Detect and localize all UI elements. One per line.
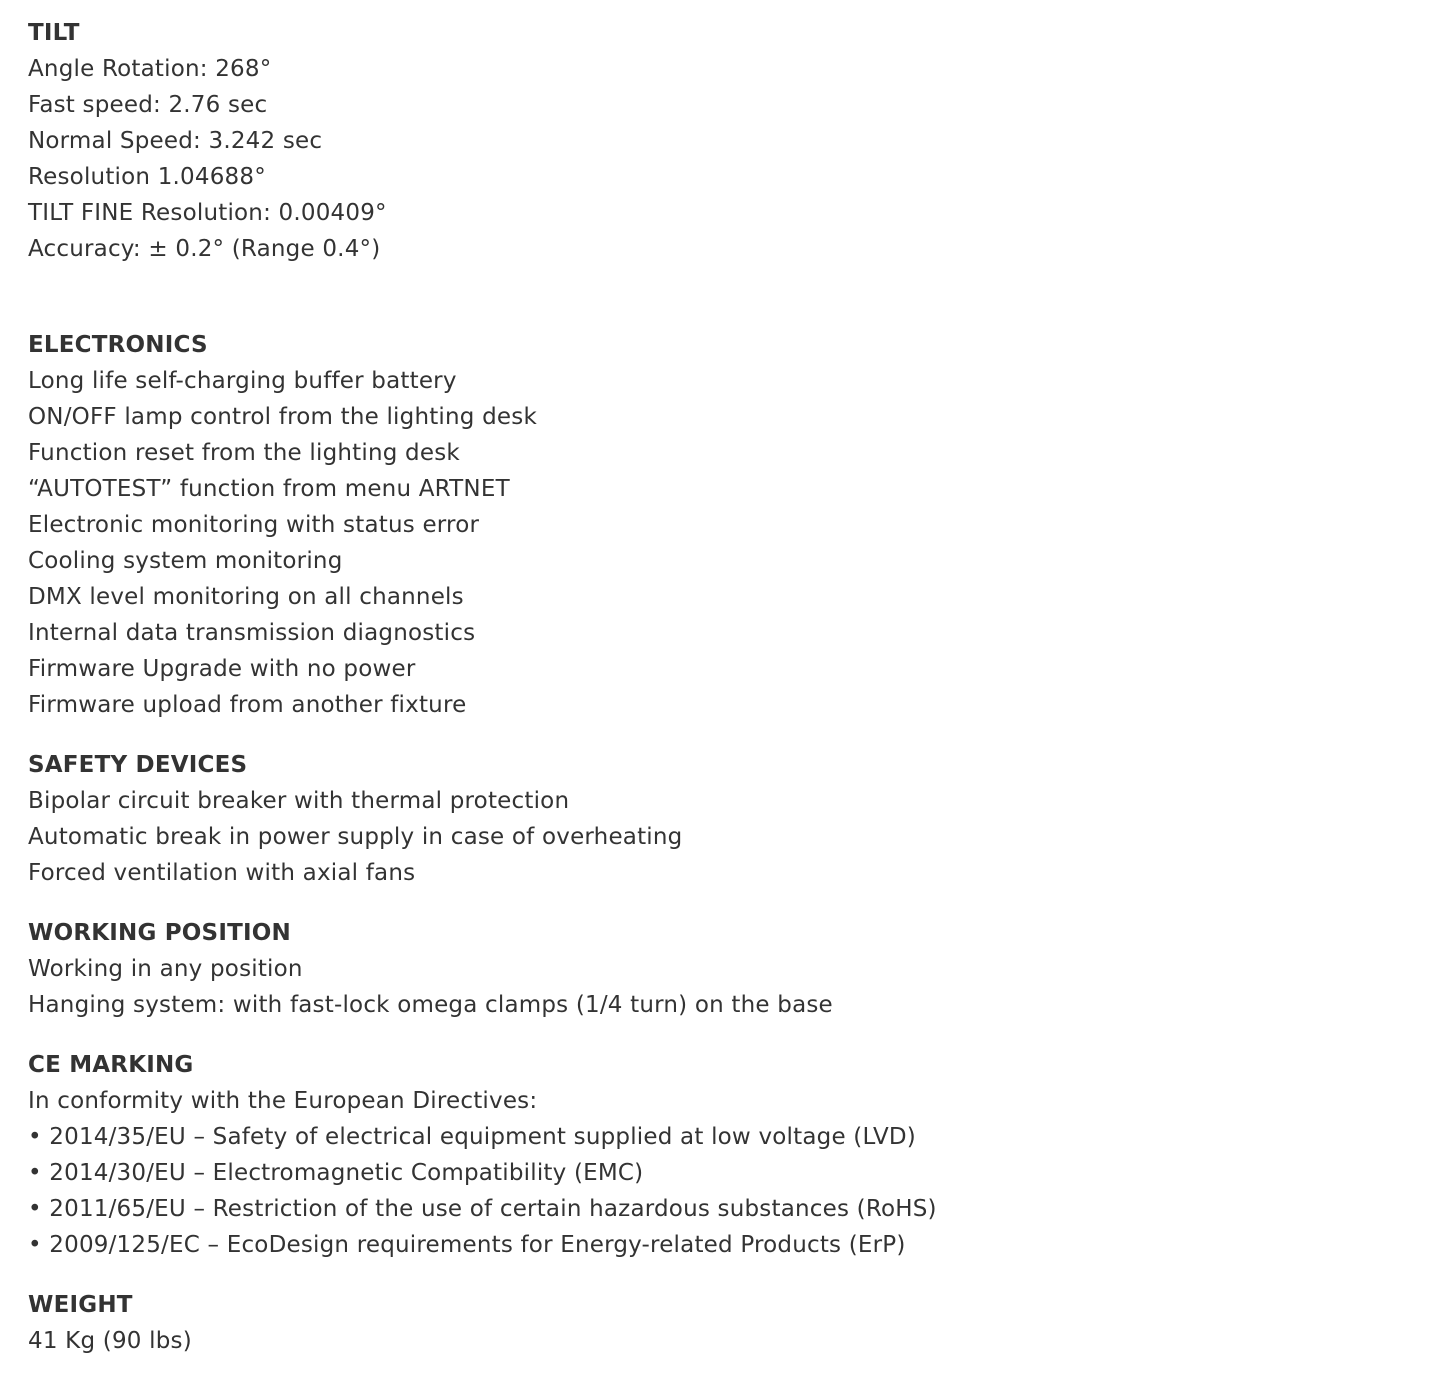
section-heading: CE MARKING [28,1052,194,1078]
spec-line: Hanging system: with fast-lock omega clamps (1/4 turn) on the base [28,992,833,1018]
directive-bullet: • 2014/30/EU – Electromagnetic Compatibility (EMC) [28,1160,644,1186]
spec-line: Automatic break in power supply in case of overheating [28,824,683,850]
spec-line: TILT FINE Resolution: 0.00409° [28,200,387,226]
spec-line: Fast speed: 2.76 sec [28,92,268,118]
spec-line: Electronic monitoring with status error [28,512,480,538]
spec-line: Function reset from the lighting desk [28,440,460,466]
spec-line: Resolution 1.04688° [28,164,266,190]
directive-bullet: • 2014/35/EU – Safety of electrical equipment supplied at low voltage (LVD) [28,1124,916,1150]
spec-line: ON/OFF lamp control from the lighting desk [28,404,537,430]
spec-line: Firmware upload from another fixture [28,692,467,718]
section-working-position [28,915,1454,1023]
spec-line: “AUTOTEST” function from menu ARTNET [28,476,510,502]
directive-bullet: • 2011/65/EU – Restriction of the use of certain hazardous substances (RoHS) [28,1196,937,1222]
section-tilt [28,15,1454,267]
spec-line: Normal Speed: 3.242 sec [28,128,323,154]
spec-line: DMX level monitoring on all channels [28,584,464,610]
spec-line: Firmware Upgrade with no power [28,656,416,682]
spec-line: In conformity with the European Directives: [28,1088,538,1114]
section-weight [28,1287,1454,1359]
spec-line: Long life self-charging buffer battery [28,368,457,394]
section-heading: SAFETY DEVICES [28,752,248,778]
spec-line: 41 Kg (90 lbs) [28,1328,192,1354]
directive-bullet: • 2009/125/EC – EcoDesign requirements for Energy-related Products (ErP) [28,1232,906,1258]
spec-line: Working in any position [28,956,303,982]
section-heading: WORKING POSITION [28,920,291,946]
spec-line: Forced ventilation with axial fans [28,860,416,886]
section-ce-marking [28,1047,1454,1263]
section-heading: TILT [28,20,80,46]
spec-line: Cooling system monitoring [28,548,343,574]
section-safety-devices [28,747,1454,891]
spec-line: Accuracy: ± 0.2° (Range 0.4°) [28,236,381,262]
spec-line: Internal data transmission diagnostics [28,620,476,646]
spec-line: Bipolar circuit breaker with thermal protection [28,788,570,814]
section-electronics [28,327,1454,723]
spec-line: Angle Rotation: 268° [28,56,272,82]
section-heading: ELECTRONICS [28,332,208,358]
section-heading: WEIGHT [28,1292,133,1318]
